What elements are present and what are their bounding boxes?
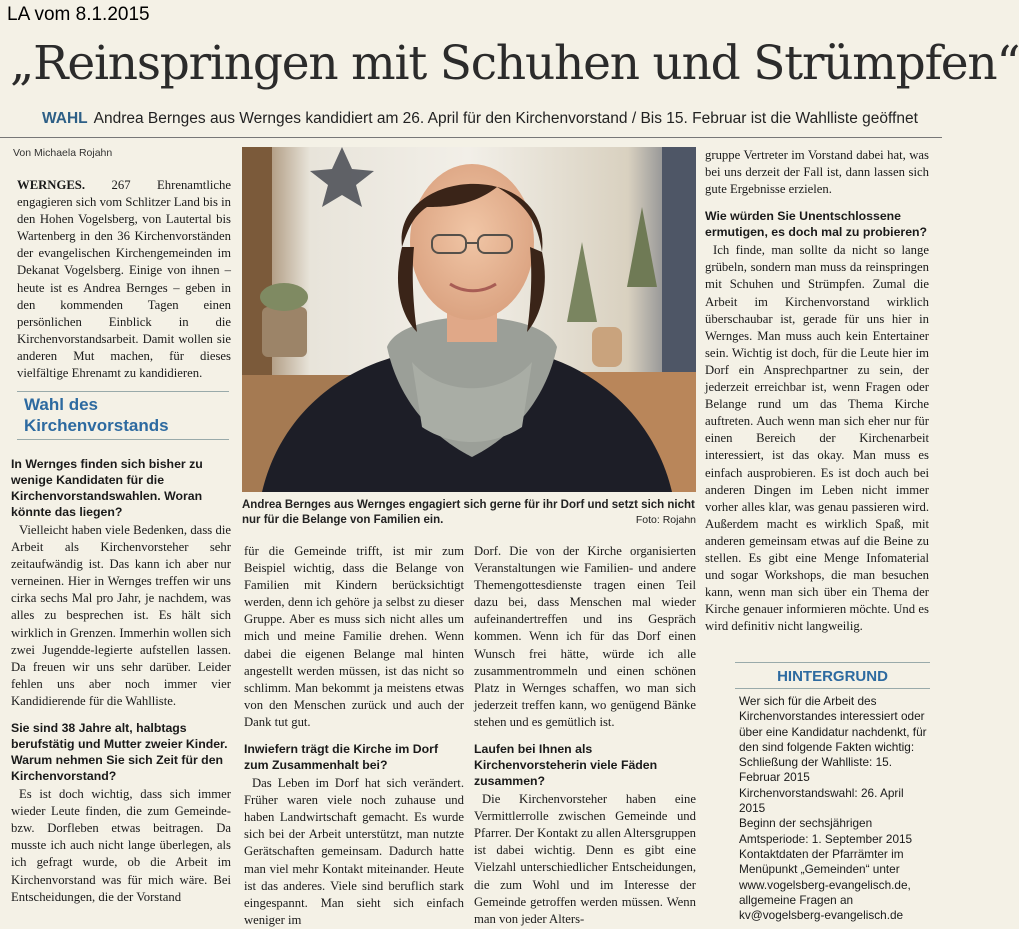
divider (17, 439, 229, 440)
answer: gruppe Vertreter im Vorstand dabei hat, was bei uns derzeit der Fall ist, dann lassen sich gute Ergebnisse erzielen. (705, 148, 929, 197)
author-byline: Von Michaela Rojahn (13, 147, 113, 159)
answer: Das Leben im Dorf hat sich verändert. Früher waren viele noch zuhause und haben Landwirtschaft gemacht. Es wurde sich bei der Arbeit unterstützt, man nutzte Gerätschaften gemeinsam. Dadurch hatte man viel mehr Kontakt miteinander. Heute ist das anderes. Viele sind beruflich stark eingespannt. Man sieht sich einfach weniger im (244, 776, 464, 927)
kicker: WAHL (42, 110, 88, 127)
info-line: Beginn der sechsjährigen Amtsperiode: 1. September 2015 (739, 816, 913, 846)
headline: „Reinspringen mit Schuhen und Strümpfen“ (10, 36, 1019, 91)
divider (0, 137, 942, 138)
portrait-photo (242, 147, 696, 492)
info-line: Kontaktdaten der Pfarrämter im Menüpunkt „Gemeinden“ unter www.vogelsberg-evangelisch.de, (739, 846, 911, 892)
background-info-text (735, 694, 930, 923)
divider (17, 391, 229, 392)
info-line: Schließung der Wahlliste: 15. Februar 2015 (739, 755, 892, 785)
intro-text: 267 Ehrenamtliche engagieren sich vom Schlitzer Land bis in den Hohen Vogelsberg, von Lautertal bis Wartenberg in den 36 Kirchenvorständen der evangelischen Kirchengemeinden im Dekanat Vogelsberg. Einige von ihnen – heute ist es Andrea Bernges – geben in den kommenden Tagen einen persönlichen Einblick in die Kirchenvorstandsarbeit. Damit wollen sie anderen Mut machen, für dieses vielfältige Ehrenamt zu kandidieren. (17, 178, 231, 381)
column-1 (11, 456, 231, 906)
dateline: WERNGES. (17, 178, 86, 192)
answer: für die Gemeinde trifft, ist mir zum Beispiel wichtig, dass die Belange von Familien mit Kindern berücksichtigt werden, denn ich gehöre ja selbst zu dieser Gruppe. Aber es muss sich nicht alles um mich und meine Familie drehen. Wenn dabei die eigenen Belange mal hinten angestellt werden müssen, ist das nicht so schlimm. Man bekommt ja meistens etwas von den Menschen zurück und auch der Dank tut gut. (244, 544, 464, 729)
column-3 (474, 543, 696, 928)
answer: Es ist doch wichtig, dass sich immer wieder Leute finden, die zum Gemeinde- bzw. Dorfleben etwas beitragen. Da musste ich auch nicht lange überlegen, als ich gefragt wurde, ob die Arbeit im Kirchenvorstand was für mich wäre. Bei Entscheidungen, die der Vorstand (11, 787, 231, 904)
portrait-image (242, 147, 696, 492)
info-line: Kirchenvorstandswahl: 26. April 2015 (739, 785, 904, 816)
source-label: LA vom 8.1.2015 (7, 4, 150, 25)
section-heading-line1: Wahl des (24, 395, 98, 414)
background-info-box (735, 662, 930, 923)
question: Sie sind 38 Jahre alt, halbtags berufstätig und Mutter zweier Kinder. Warum nehmen Sie sich Zeit für den Kirchenvorstand? (11, 721, 228, 784)
column-4 (705, 147, 929, 635)
intro-column (17, 177, 231, 382)
question: Laufen bei Ihnen als Kirchenvorsteherin viele Fäden zusammen? (474, 742, 658, 789)
answer: Dorf. Die von der Kirche organisierten Veranstaltungen wie Familien- und andere Themengottesdienste tragen einen Teil dazu bei, dass Menschen mal wieder aufeinandertreffen und ins Gespräch kommen. Wenn ich für das Dorf einen Wunsch frei hätte, würde ich alle zusammentrommeln und einen schönen Platz in Wernges schaffen, wo man sich jederzeit treffen kann, wo genügend Bänke stehen und es gemütlich ist. (474, 544, 696, 729)
subheadline-text: Andrea Bernges aus Wernges kandidiert am 26. April für den Kirchenvorstand / Bis 15. Februar ist die Wahlliste geöffnet (93, 110, 918, 127)
divider (735, 688, 930, 689)
question: Wie würden Sie Unentschlossene ermutigen, es doch mal zu probieren? (705, 209, 928, 240)
answer: Die Kirchenvorsteher haben eine Vermittlerrolle zwischen Gemeinde und Pfarrer. Der Kontakt zu allen Altersgruppen ist dabei wichtig. Denn es gibt eine Vielzahl unterschiedlicher Entscheidungen, die zum Wohl und im Interesse der Gemeinde getroffen werden müssen. Wenn man von jeder Alters- (474, 792, 696, 926)
photo-caption-text: Andrea Bernges aus Wernges engagiert sich gerne für ihr Dorf und setzt sich nicht nur für die Belange von Familien ein. (242, 499, 695, 526)
question: In Wernges finden sich bisher zu wenige Kandidaten für die Kirchenvorstandswahlen. Woran könnte das liegen? (11, 457, 203, 519)
section-heading-line2: Kirchenvorstands (24, 416, 169, 435)
question: Inwiefern trägt die Kirche im Dorf zum Zusammenhalt bei? (244, 742, 439, 773)
subheadline (42, 110, 918, 128)
info-line: Wer sich für die Arbeit des Kirchenvorstandes interessiert oder über eine Kandidatur nachdenkt, für den sind folgende Fakten wichtig: (739, 694, 927, 754)
photo-caption (242, 498, 696, 528)
photo-credit: Foto: Rojahn (635, 514, 696, 526)
answer: Vielleicht haben viele Bedenken, dass die Arbeit als Kirchenvorsteher sehr zeitaufwändig ist. Das kann ich aber nur verneinen. Hier in Wernges treffen wir uns cirka sechs Mal pro Jahr, je nachdem, was alles zu besprechen ist. Es hält sich wirklich in Grenzen. Immerhin wollen sich zwei Jugendde-legierte aufstellen lassen. Da freuen wir uns sehr darüber. Leider fehlen uns aber noch immer vier Kandidierende für die Wahlliste. (11, 523, 231, 708)
section-heading (24, 394, 169, 436)
background-info-title: HINTERGRUND (777, 668, 888, 685)
answer: Ich finde, man sollte da nicht so lange grübeln, sondern man muss da reinspringen mit Schuhen und Strümpfen. Zumal die Arbeit im Kirchenvorstand wirklich überschaubar ist, gerade für uns hier in Wernges. Man muss auch kein Entertainer sein. Wichtig ist doch, für die Leute hier im Dorf ein Ansprechpartner zu sein, der jederzeit erreichbar ist, wenn Fragen oder Belange rund um das Thema Kirche auftreten. Auch wenn man sich eher nur für einen Bereich der Kirchenarbeit interessiert, ist das okay. Man muss es einfach ausprobieren. Es ist doch auch bei anderen Dingen im Leben nicht immer vorher alles klar, was genau passieren wird. Außerdem macht es wirklich Spaß, mit anderen gemeinsam etwas auf die Beine zu stellen. Es gibt eine Menge Infomaterial und sogar Workshops, die man besuchen kann, wenn man sich über ein Thema der Kirche genauer informieren möchte. Und es wird definitiv nicht langweilig. (705, 243, 929, 634)
column-2 (244, 543, 464, 929)
info-line: allgemeine Fragen an kv@vogelsberg-evangelisch.de (739, 892, 904, 923)
